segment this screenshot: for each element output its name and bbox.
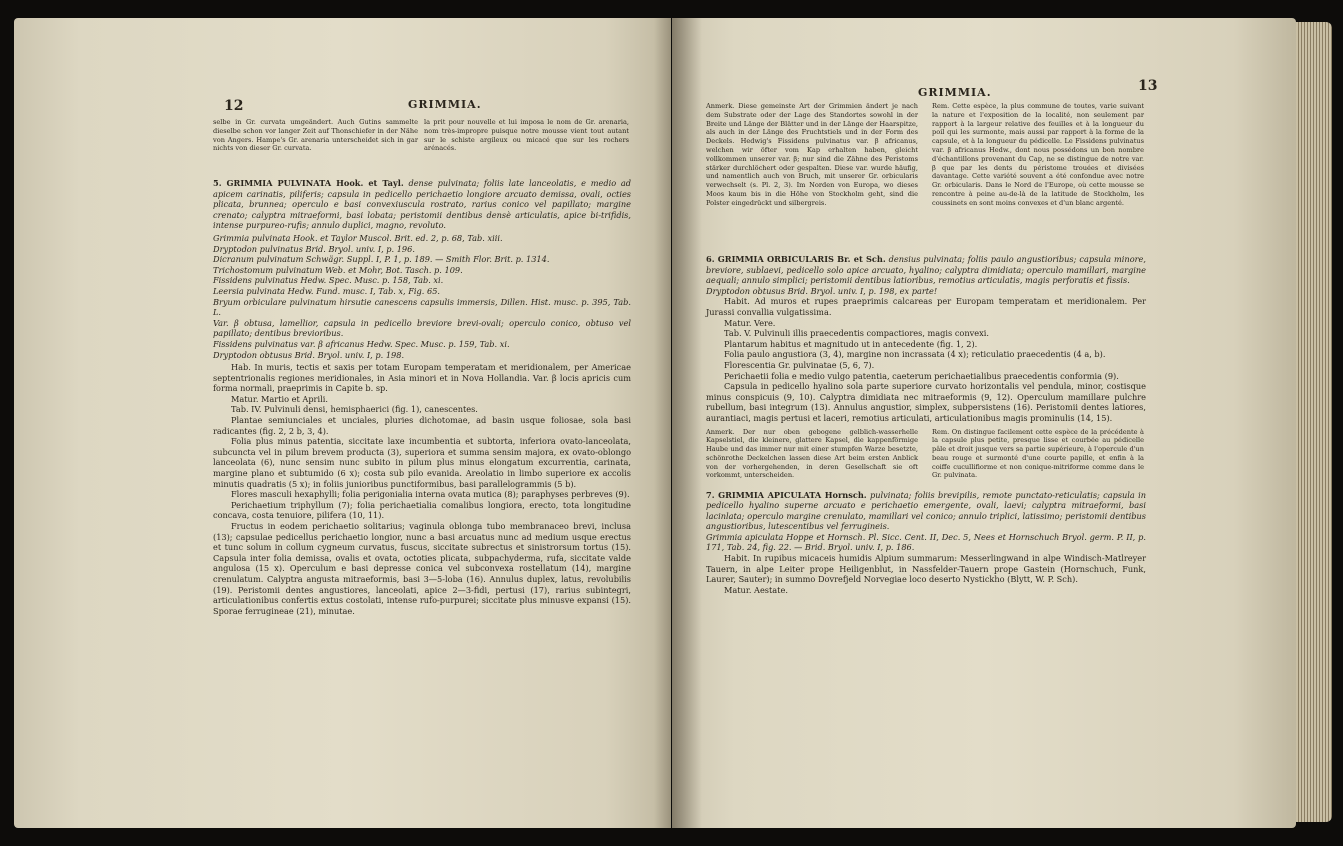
note-german: Anmerk. Diese gemeinste Art der Grimmien ändert je nach dem Substrate oder der Lage des Standortes sowohl in der Breite und Länge der Blätter und in der Länge der Haarspitze, als auch in der Länge des Fruchtstiels und in der Form des Deckels. Hedwig's Fissidens pulvinatus var. β africanus, welchen wir öfter vom Kap erhalten haben, gleicht vollkommen unserer var. β; nur sind die Zähne des Peristoms stärker durchlöchert oder gespalten. Diese var. wurde häufig, und namentlich auch von Bruch, mit unserer Gr. orbicularis verwechselt (s. Pl. 2, 3). Im Norden von Europa, wo dieses Moos kaum bis in die Höhe von Stockholm geht, sind die Polster eingedrückt und silbergreis.: [706, 102, 918, 207]
right-gutter-shadow: [672, 18, 702, 828]
species-5-section: [213, 178, 631, 616]
note-german: Anmerk. Der nur oben gebogene gelblich-wasserhelle Kapselstiel, die kleinere, glattere Kapsel, die kappenförmige Haube und das immer nur mit einer stumpfen Warze besetzte, schönrothe Deckelchen lassen diese Art beim ersten Anblick von der vorhergehenden, in deren Gesellschaft sie oft vorkommt, unterscheiden.: [706, 427, 918, 480]
note-german: selbe in Gr. curvata umgeändert. Auch Gutins sammelte dieselbe schon vor langer Zeit auf Thonschiefer in der Nähe von Angers. Hampe's Gr. arenaria unterscheidet sich in gar nichts von dieser Gr. curvata.: [213, 118, 418, 153]
paragraph: Flores masculi hexaphylli; folia perigonialia interna ovata mutica (8); paraphyses perbreves (9).: [231, 489, 630, 500]
description: [213, 362, 631, 616]
paragraph: Matur. Aestate.: [724, 584, 788, 595]
page-number: 13: [1138, 78, 1158, 94]
synonym: Dicranum pulvinatum Schwägr. Suppl. I, P. 1, p. 189. — Smith Flor. Brit. p. 1314.: [213, 254, 550, 265]
paragraph: Plantarum habitus et magnitudo ut in antecedente (fig. 1, 2).: [724, 338, 978, 349]
paragraph: Tab. IV. Pulvinuli densi, hemisphaerici (fig. 1), canescentes.: [231, 404, 478, 415]
note-french: Rem. On distingue facilement cette espèce de la précédente à la capsule plus petite, presque lisse et courbée au pédicelle pâle et droit jusque vers sa partie supérieure, à l'opercule d'un beau rouge et surmonté d'une courte papille, et enfin à la coiffe cucullifiorme et non conique-mitriforme comme dans le Gr. pulvinata.: [932, 427, 1144, 480]
paragraph: Plantae semiunciales et unciales, pluries dichotomae, ad basin usque foliosae, sola basi radicantes (fig. 2, 2 b, 3, 4).: [213, 415, 631, 436]
synonym: Bryum orbiculare pulvinatum hirsutie canescens capsulis immersis, Dillen. Hist. musc. p. 395, Tab. L.: [213, 296, 631, 318]
synonym: Fissidens pulvinatus var. β africanus Hedw. Spec. Musc. p. 159, Tab. xi.: [213, 338, 510, 349]
synonym: Var. β obtusa, lamellior, capsula in pedicello breviore brevi-ovali; operculo conico, obtuso vel papillato; dentibus brevioribus.: [213, 317, 631, 339]
paragraph: Matur. Martio et Aprili.: [231, 393, 328, 404]
synonym: Trichostomum pulvinatum Web. et Mohr, Bot. Tasch. p. 109.: [213, 264, 463, 275]
note-french: Rem. Cette espèce, la plus commune de toutes, varie suivant la nature et l'exposition de la localité, non seulement par rapport à la largeur relative des feuilles et à la longueur du poil qui les surmonte, mais aussi par rapport à la forme de la capsule, et à la longueur du pédicelle. Le Fissidens pulvinatus var. β africanus Hedw., dont nous possédons un bon nombre d'échantillons provenant du Cap, ne se distingue de notre var. β que par les dents du péristome trouées et divisées davantage. Cette variété souvent a été confondue avec notre Gr. orbicularis. Dans le Nord de l'Europe, où cette mousse se rencontre à peine au-de-là de la latitude de Stockholm, les coussinets en sont moins convexes et d'un blanc argenté.: [932, 102, 1144, 207]
paragraph: Habit. Ad muros et rupes praeprimis calcareas per Europam temperatam et meridionalem. Per Jurassi convallia vulgatissima.: [706, 296, 1146, 317]
paragraph: Matur. Vere.: [724, 317, 776, 328]
synonym: Dryptodon pulvinatus Brid. Bryol. univ. I, p. 196.: [213, 243, 415, 254]
species-heading: 5. GRIMMIA PULVINATA Hook. et Tayl.: [213, 178, 404, 188]
running-head: GRIMMIA.: [408, 98, 482, 111]
species-heading: 6. GRIMMIA ORBICULARIS Br. et Sch.: [706, 254, 886, 264]
synonym: Grimmia pulvinata Hook. et Taylor Muscol. Brit. ed. 2, p. 68, Tab. xiii.: [213, 232, 503, 243]
paragraph: Hab. In muris, tectis et saxis per totam Europam temperatam et meridionalem, per Americae septentrionalis regiones meridionales, in Asia minori et in Nova Hollandia. Var. β locis apricis cum forma normali, praeprimis in Capite b. sp.: [213, 362, 631, 394]
species-6-entry: [706, 254, 1146, 286]
paragraph: Florescentia Gr. pulvinatae (5, 6, 7).: [724, 359, 875, 370]
synonym: Dryptodon obtusus Brid. Bryol. univ. I, p. 198, ex parte!: [706, 285, 938, 296]
synonym: Grimmia apiculata Hoppe et Hornsch. Pl. Sicc. Cent. II, Dec. 5, Nees et Hornschuch Bryol. germ. P. II, p. 171, Tab. 24, fig. 22. — Brid. Bryol. univ. I, p. 186.: [706, 531, 1146, 553]
species-5-entry: [213, 178, 631, 231]
species-7-entry: [706, 490, 1146, 532]
note-french: la prit pour nouvelle et lui imposa le nom de Gr. arenaria, nom très-impropre puisque notre mousse vient tout autant sur le schiste argileux ou micacé que sur les rochers arénacés.: [424, 118, 629, 153]
paragraph: Folia paulo angustiora (3, 4), margine non incrassata (4 x); reticulatio praecedentis (4 a, b).: [724, 349, 1106, 360]
left-page: [14, 18, 671, 828]
paragraph: Capsula in pedicello hyalino sola parte superiore curvato horizontalis vel pendula, minor, costisque minus conspicuis (9, 10). Calyptra dimidiata nec mitraeformis (9, 12). Operculum mamillare pulchre rubellum, basi integrum (13). Annulus angustior, simplex, subpersistens (16). Peristomii dentes latiores, aurantiaci, magis pertusi et laceri, remotius articulati, articulationibus magis prominulis (14, 15).: [706, 381, 1146, 423]
notes-species-6: [706, 428, 1146, 486]
paragraph: Perichaetii folia e medio vulgo patentia, caeterum perichaetialibus praecedentis conformia (9).: [724, 370, 1119, 381]
species-diagnosis: pulvinata; foliis brevipilis, remote punctato-reticulatis; capsula in pedicello hyalino superne arcuato e perichaetio emergente, ovali, laevi; calyptra mitraeformi, basi lacinlata; operculo margine crenulato, mamillari vel conico; annulo triplici, latissimo; peristomii dentibus angustioribus, lutescentibus vel ferrugineis.: [706, 489, 1146, 532]
paragraph: Folia plus minus patentia, siccitate laxe incumbentia et subtorta, inferiora ovato-lanceolata, subcuncta vel in pilum brevem producta (3), superiora et summa sensim majora, ex ovato-oblongo lanceolata (6), nunc sensim nunc subito in pilum plus minus elongatum excurrentia, carinata, margine plano et subtumido (6 x); costa sub pilo evanida. Areolatio in limbo superiore ex accolis minutis quadratis (5 x); in foliis junioribus punctiformibus, basi parallelogrammis (5 b).: [213, 436, 631, 489]
running-head: GRIMMIA.: [918, 86, 992, 99]
paragraph: Tab. V. Pulvinuli illis praecedentis compactiores, magis convexi.: [724, 328, 989, 339]
synonym: Leersia pulvinata Hedw. Fund. musc. I, Tab. x, Fig. 65.: [213, 285, 441, 296]
species-heading: 7. GRIMMIA APICULATA Hornsch.: [706, 489, 867, 500]
species-6-section: [706, 254, 1146, 595]
right-page: [672, 18, 1296, 828]
left-gutter-shadow: [654, 18, 671, 828]
paragraph: Habit. In rupibus micaceis humidis Alpium summarum: Messerlingwand in alpe Windisch-Matlreyer Tauern, in alpe Leiter prope Heiligenblut, in Nassfelder-Tauern prope Gastein (Hornschuch, Funk, Laurer, Sauter); in summo Dovrefjeld Norvegiae loco deserto Nystickho (Blytt, W. P. Sch).: [706, 553, 1146, 585]
page-number: 12: [224, 98, 244, 114]
species-diagnosis: dense pulvinata; foliis late lanceolatis, e medio ad apicem carinatis, piliferis; capsula in pedicello perichaetio longiore arcuato demissa, ovali, octies plicata, brunnea; operculo e basi convexiuscula rostrato, rarius conico vel papillato; margine crenato; calyptra mitraeformi, basi lobata; peristomii dentibus densè articulatis, apice bi-trifidis, intense purpureo-rufis; annulo duplici, magno, revoluto.: [213, 178, 632, 231]
paragraph: Fructus in eodem perichaetio solitarius; vaginula oblonga tubo membranaceo brevi, inclusa (13); capsulae pedicellus perichaetio longior, nunc a basi arcuatus nunc ad medium usque erectus et tunc solum in collum cygneum curvatus, fuscus, siccitate subrectus et sinistrorsum tortus (15). Capsula inter folia demissa, ovalis et ovata, octoties plicata, subpachyderma, rufa, siccitate valde angulosa (15 x). Operculum e basi depresse conica vel subconvexa rostellatum (14), margine crenulatum. Calyptra angusta mitraeformis, basi 3—5-loba (16). Annulus duplex, latus, revolubilis (19). Peristomii dentes angustiores, lanceolati, apice 2—3-fidi, pertusi (17), rarius subintegri, articulationibus confertis extus costolati, intense rufo-purpurei; siccitate plus minusve expansi (15). Sporae ferrugineae (21), minutae.: [213, 521, 631, 616]
paragraph: Perichaetium triphyllum (7); folia perichaetialia comalibus longiora, erecto, tota longitudine concava, costa tenuiore, pilifera (10, 11).: [213, 499, 631, 521]
species-diagnosis: densius pulvinata; foliis paulo angustioribus; capsula minore, breviore, sublaevi, pedicello solo apice arcuato, hyalino; calyptra dimidiata; operculo mamillari, margine aequali; annulo simplici; peristomii dentibus latioribus, remotius articulatis, magis perforatis et fissis.: [706, 254, 1146, 286]
book-page-edges: [1296, 22, 1332, 822]
synonym: Dryptodon obtusus Brid. Bryol. univ. I, p. 198.: [213, 349, 405, 360]
synonym-list: [213, 233, 631, 360]
synonym: Fissidens pulvinatus Hedw. Spec. Musc. p. 158, Tab. xi.: [213, 275, 444, 286]
